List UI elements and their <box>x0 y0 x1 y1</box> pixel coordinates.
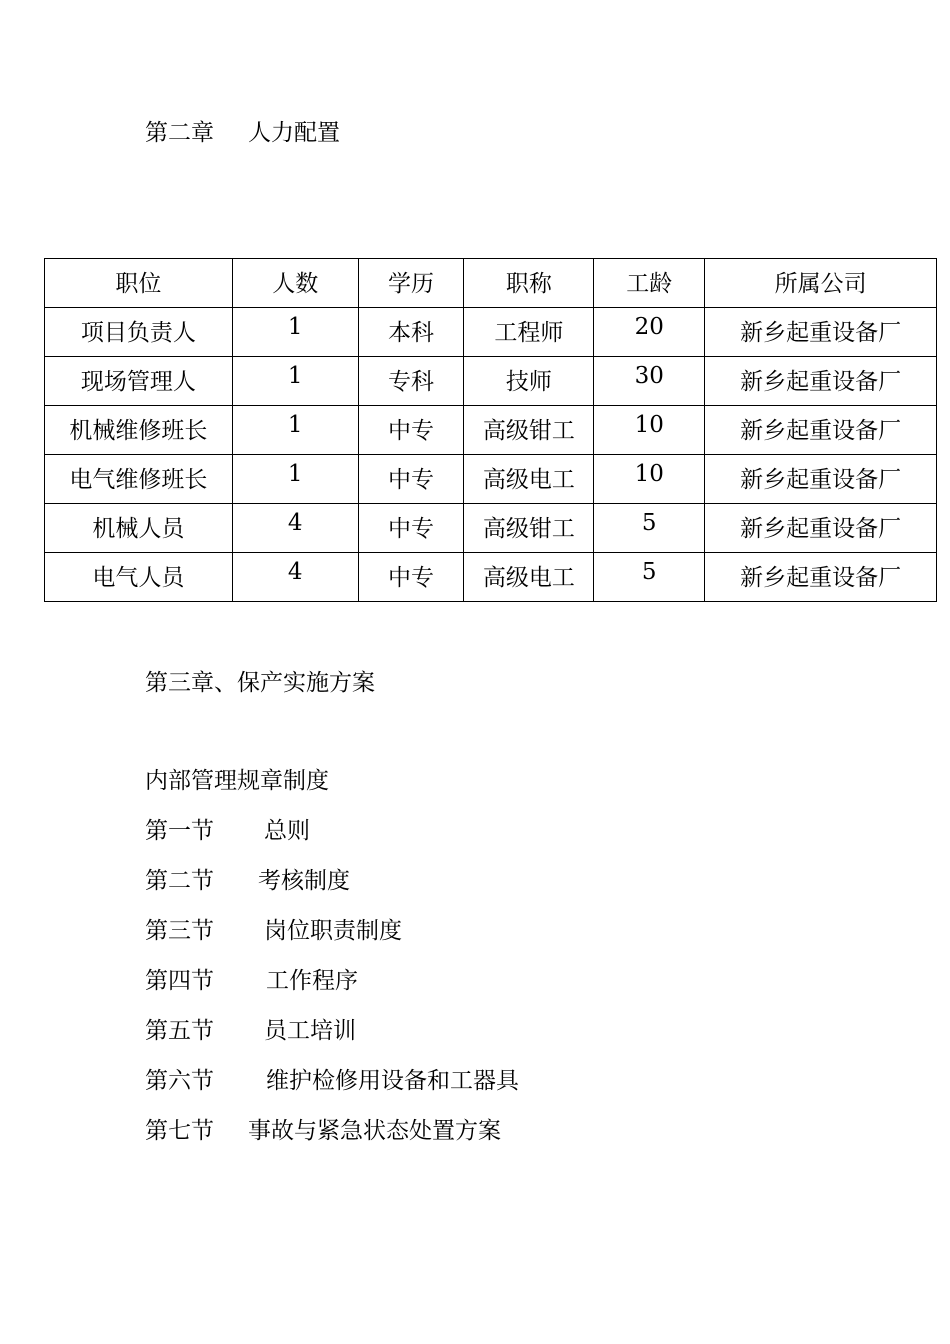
cell-education: 中专 <box>358 406 464 455</box>
chapter-2-title: 人力配置 <box>248 120 340 146</box>
cell-education: 中专 <box>358 455 464 504</box>
section-title: 工作程序 <box>266 968 358 994</box>
table-row <box>45 504 937 553</box>
header-position: 职位 <box>45 259 233 308</box>
cell-education: 中专 <box>358 553 464 602</box>
cell-job-title: 高级电工 <box>464 553 594 602</box>
section-title: 总则 <box>264 818 310 844</box>
chapter-3-heading: 第三章、保产实施方案 <box>145 670 375 696</box>
section-number: 第一节 <box>145 818 214 844</box>
cell-job-title: 高级钳工 <box>464 406 594 455</box>
header-company: 所属公司 <box>705 259 937 308</box>
section-title: 员工培训 <box>264 1018 356 1044</box>
cell-position: 电气人员 <box>45 553 233 602</box>
cell-job-title: 工程师 <box>464 308 594 357</box>
header-seniority: 工龄 <box>594 259 705 308</box>
header-job-title: 职称 <box>464 259 594 308</box>
section-number: 第四节 <box>145 968 214 994</box>
cell-job-title: 高级电工 <box>464 455 594 504</box>
chapter-2-heading <box>145 118 340 148</box>
cell-position: 现场管理人 <box>45 357 233 406</box>
cell-company: 新乡起重设备厂 <box>705 504 937 553</box>
section-line <box>145 966 358 996</box>
chapter-2-number: 第二章 <box>145 120 214 146</box>
cell-education: 本科 <box>358 308 464 357</box>
section-line <box>145 1116 501 1146</box>
table-header-row <box>45 259 937 308</box>
cell-headcount: 1 <box>232 406 358 455</box>
cell-job-title: 技师 <box>464 357 594 406</box>
table-row <box>45 308 937 357</box>
cell-seniority: 10 <box>594 406 705 455</box>
cell-company: 新乡起重设备厂 <box>705 406 937 455</box>
section-number: 第六节 <box>145 1068 214 1094</box>
cell-education: 中专 <box>358 504 464 553</box>
cell-headcount: 1 <box>232 455 358 504</box>
section-title: 事故与紧急状态处置方案 <box>248 1118 501 1144</box>
table-row <box>45 553 937 602</box>
cell-seniority: 30 <box>594 357 705 406</box>
regulations-title: 内部管理规章制度 <box>145 768 329 794</box>
cell-position: 项目负责人 <box>45 308 233 357</box>
section-number: 第三节 <box>145 918 214 944</box>
cell-job-title: 高级钳工 <box>464 504 594 553</box>
section-title: 考核制度 <box>258 868 350 894</box>
cell-seniority: 20 <box>594 308 705 357</box>
cell-company: 新乡起重设备厂 <box>705 455 937 504</box>
header-headcount: 人数 <box>232 259 358 308</box>
table-row <box>45 357 937 406</box>
section-title: 维护检修用设备和工器具 <box>266 1068 519 1094</box>
cell-company: 新乡起重设备厂 <box>705 357 937 406</box>
staff-allocation-table <box>44 258 937 602</box>
section-number: 第五节 <box>145 1018 214 1044</box>
cell-headcount: 4 <box>232 553 358 602</box>
section-number: 第七节 <box>145 1118 214 1144</box>
section-line <box>145 866 350 896</box>
cell-education: 专科 <box>358 357 464 406</box>
cell-seniority: 10 <box>594 455 705 504</box>
section-title: 岗位职责制度 <box>264 918 402 944</box>
cell-position: 机械人员 <box>45 504 233 553</box>
cell-headcount: 1 <box>232 357 358 406</box>
cell-headcount: 4 <box>232 504 358 553</box>
cell-seniority: 5 <box>594 504 705 553</box>
cell-headcount: 1 <box>232 308 358 357</box>
cell-company: 新乡起重设备厂 <box>705 553 937 602</box>
table-row <box>45 406 937 455</box>
section-line <box>145 916 402 946</box>
cell-position: 电气维修班长 <box>45 455 233 504</box>
header-education: 学历 <box>358 259 464 308</box>
section-line <box>145 816 310 846</box>
section-number: 第二节 <box>145 868 214 894</box>
cell-position: 机械维修班长 <box>45 406 233 455</box>
section-line <box>145 1066 519 1096</box>
cell-company: 新乡起重设备厂 <box>705 308 937 357</box>
table-row <box>45 455 937 504</box>
section-line <box>145 1016 356 1046</box>
cell-seniority: 5 <box>594 553 705 602</box>
